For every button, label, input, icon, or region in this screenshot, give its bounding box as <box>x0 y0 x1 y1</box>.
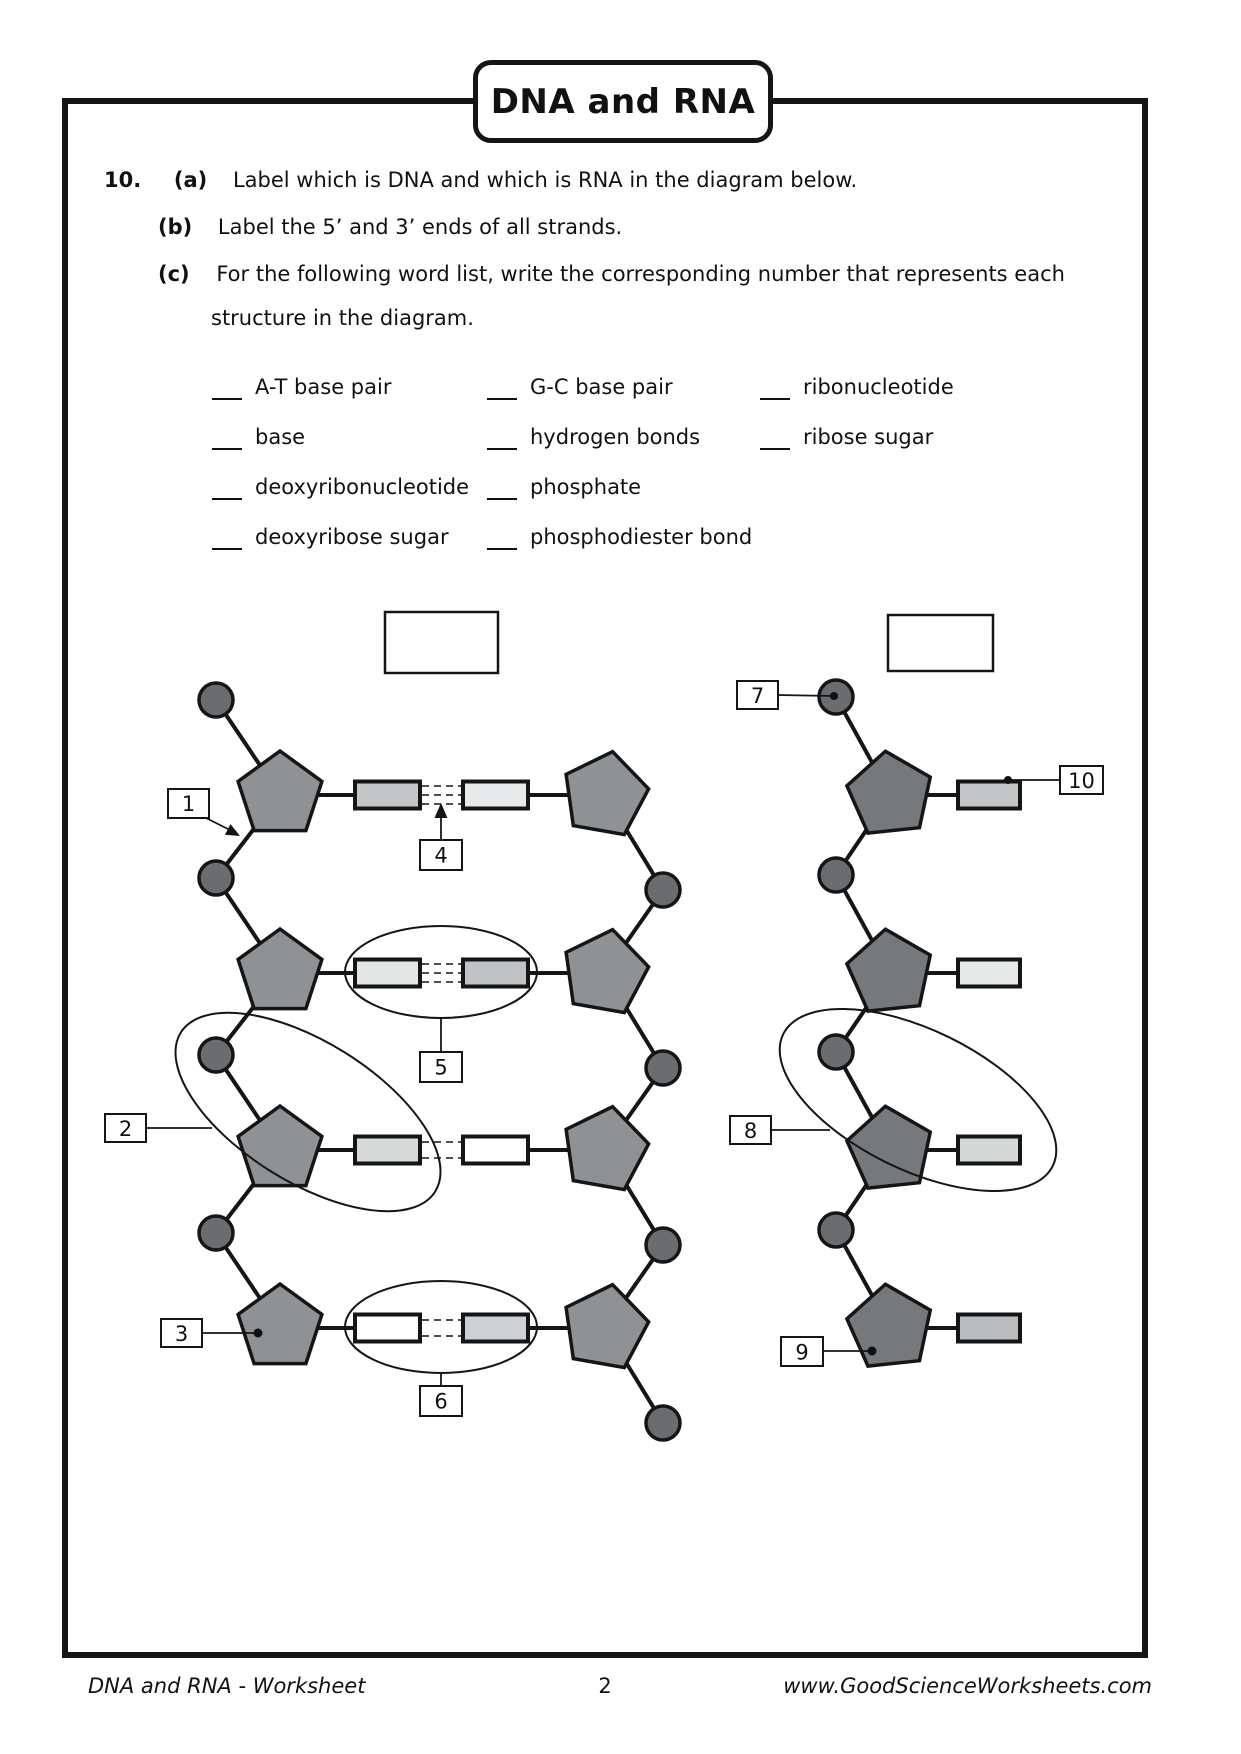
sugar-pentagon <box>844 747 936 835</box>
phosphate-circle <box>646 1406 680 1440</box>
label-8-text: 8 <box>743 1119 758 1143</box>
word-label: phosphate <box>530 475 642 499</box>
sugar-pentagon <box>844 1280 936 1368</box>
part-c-text: For the following word list, write the corresponding number that represents each <box>216 262 1065 286</box>
page-title: DNA and RNA <box>490 81 756 122</box>
label-10-text: 10 <box>1068 769 1095 793</box>
answer-boxes <box>385 612 993 673</box>
label-9-text: 9 <box>795 1340 809 1365</box>
word-label: ribose sugar <box>803 425 934 449</box>
base-rect <box>463 782 528 809</box>
base-rect <box>355 782 420 809</box>
base-rect <box>958 1315 1020 1342</box>
sugar-pentagon <box>238 1284 322 1364</box>
label-3-text: 3 <box>174 1322 189 1346</box>
rna-glycosidic-bonds <box>890 795 958 1328</box>
word-label: deoxyribose sugar <box>255 525 449 549</box>
part-b-label: (b) <box>158 215 193 239</box>
word-label: A-T base pair <box>255 375 392 399</box>
base-rect <box>355 1137 420 1164</box>
label-7-text: 7 <box>750 684 765 708</box>
label-8 <box>730 1116 830 1144</box>
sugar-pentagon <box>558 744 654 837</box>
phosphate-circle <box>199 1216 233 1250</box>
phosphate-circle <box>646 873 680 907</box>
phosphate-circle <box>819 1035 853 1069</box>
part-c-text2: structure in the diagram. <box>211 306 474 330</box>
label-6-text: 6 <box>434 1389 448 1414</box>
sugar-pentagon <box>238 1106 322 1186</box>
part-a-label: (a) <box>173 168 208 192</box>
label-5-text: 5 <box>434 1055 448 1080</box>
sugar-pentagon <box>558 1099 654 1192</box>
phosphate-circle <box>646 1051 680 1085</box>
word-label: deoxyribonucleotide <box>255 475 470 499</box>
phosphate-circle <box>199 683 233 717</box>
part-a-text: Label which is DNA and which is RNA in the diagram below. <box>232 168 858 192</box>
question-number: 10. <box>104 168 142 192</box>
base-rect <box>958 782 1020 809</box>
word-label: phosphodiester bond <box>530 525 753 549</box>
sugar-pentagon <box>238 751 322 831</box>
label-5 <box>420 1018 462 1082</box>
base-rect <box>463 1137 528 1164</box>
rna-answer-box[interactable] <box>888 615 993 671</box>
part-c-label: (c) <box>158 262 190 286</box>
dna-answer-box[interactable] <box>385 612 498 673</box>
label-4 <box>420 803 462 870</box>
word-label: hydrogen bonds <box>530 425 701 449</box>
footer-worksheet-name: DNA and RNA - Worksheet <box>88 1674 366 1698</box>
sugar-pentagon <box>238 929 322 1009</box>
phosphate-circle <box>199 861 233 895</box>
label-6 <box>420 1373 462 1416</box>
base-rect <box>463 960 528 987</box>
phosphate-circle <box>199 1038 233 1072</box>
label-2 <box>105 1114 212 1142</box>
base-rect <box>355 1315 420 1342</box>
label-1 <box>168 789 240 836</box>
label-1-text: 1 <box>181 792 196 816</box>
sugar-pentagon <box>558 922 654 1015</box>
worksheet-title-box <box>473 60 773 143</box>
nucleotide-ellipse-8 <box>752 971 1083 1228</box>
footer-website: www.GoodScienceWorksheets.com <box>783 1674 1152 1698</box>
sugar-pentagon <box>558 1277 654 1370</box>
base-rect <box>958 1137 1020 1164</box>
part-b-text: Label the 5’ and 3’ ends of all strands. <box>217 215 623 239</box>
word-label: ribonucleotide <box>803 375 954 399</box>
phosphate-circle <box>646 1228 680 1262</box>
phosphate-circle <box>819 858 853 892</box>
label-2-text: 2 <box>118 1117 133 1141</box>
word-label: G-C base pair <box>530 375 673 399</box>
sugar-pentagon <box>844 925 936 1013</box>
base-rect <box>463 1315 528 1342</box>
label-4-text: 4 <box>434 843 448 868</box>
phosphate-circle <box>819 1213 853 1247</box>
base-rect <box>958 960 1020 987</box>
nucleotide-ellipse-2 <box>144 973 473 1251</box>
base-rect <box>355 960 420 987</box>
word-label: base <box>255 425 306 449</box>
footer-page-number: 2 <box>598 1674 612 1698</box>
